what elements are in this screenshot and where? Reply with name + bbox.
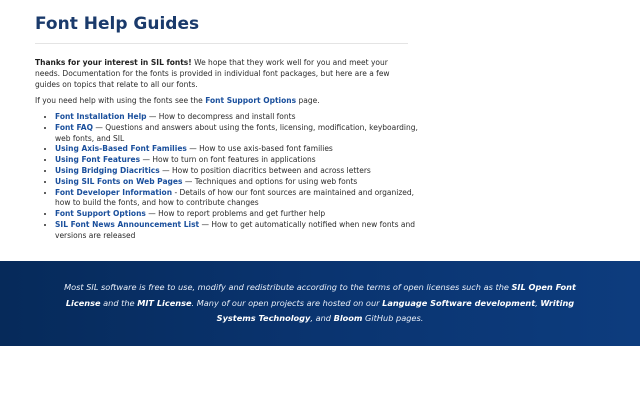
guide-link-font-installation-help[interactable]: Font Installation Help: [55, 112, 147, 121]
guide-description: — How to use axis-based font families: [186, 144, 333, 154]
guide-description: - Details of how our font sources are maintained and organized, how to build the fonts, and how to contribute changes: [55, 187, 415, 208]
help-before: If you need help with using the fonts see the: [35, 96, 206, 105]
intro-strong: Thanks for your interest in SIL fonts!: [35, 58, 192, 67]
guide-description: — How to decompress and install fonts: [146, 112, 296, 121]
help-paragraph: [35, 96, 408, 107]
guide-link-font-features[interactable]: Using Font Features: [55, 155, 141, 165]
footer-text-4: ,: [535, 297, 541, 308]
page-title: Font Help Guides: [35, 14, 200, 34]
font-support-options-link[interactable]: Font Support Options: [205, 96, 297, 105]
guide-description: — How to turn on font features in applications: [140, 155, 316, 165]
footer-text-2: and the: [100, 297, 138, 308]
footer-text-3: . Many of our open projects are hosted on our: [191, 297, 383, 308]
guide-link-bridging-diacritics[interactable]: Using Bridging Diacritics: [55, 165, 160, 175]
footer-text-6: GitHub pages.: [362, 313, 424, 323]
guide-link-axis-based-font-families[interactable]: Using Axis-Based Font Families: [55, 144, 187, 154]
guide-description: — How to position diacritics between and across letters: [159, 165, 371, 175]
help-after: page.: [296, 96, 320, 105]
list-item: [55, 209, 425, 220]
guides-list: [35, 112, 425, 242]
guide-description: — How to report problems and get further help: [145, 209, 326, 219]
mit-license-link[interactable]: MIT License: [137, 297, 192, 308]
guide-link-sil-fonts-web-pages[interactable]: Using SIL Fonts on Web Pages: [55, 176, 183, 186]
list-item: [55, 144, 425, 155]
guide-description: — How to get automatically notified when new fonts and versions are released: [55, 219, 415, 240]
list-item: [55, 188, 425, 210]
site-footer: [0, 261, 640, 346]
guide-link-font-developer-information[interactable]: Font Developer Information: [55, 187, 173, 197]
title-divider: [35, 43, 408, 44]
list-item: [55, 112, 425, 123]
list-item: [55, 166, 425, 177]
writing-systems-link[interactable]: Writing Systems Technology: [216, 297, 575, 323]
footer-text-5: , and: [310, 313, 334, 323]
footer-text: [62, 280, 578, 327]
list-item: [55, 220, 425, 242]
intro-paragraph: [35, 58, 408, 90]
footer-text-1: Most SIL software is free to use, modify and redistribute according to the terms of open licenses such as the: [64, 282, 512, 292]
list-item: [55, 123, 425, 145]
guide-link-font-support-options[interactable]: Font Support Options: [55, 209, 146, 219]
intro-text: We hope that they work well for you and meet your needs. Documentation for the fonts is provided in individual font packages, but here are a few guides on topics that relate to all our fonts.: [35, 58, 390, 89]
list-item: [55, 155, 425, 166]
bloom-link[interactable]: Bloom: [333, 313, 363, 323]
language-software-link[interactable]: Language Software development: [382, 297, 536, 308]
guide-link-font-faq[interactable]: Font FAQ: [55, 122, 93, 132]
ofl-link[interactable]: SIL Open Font License: [65, 282, 576, 308]
guide-link-font-news-announcement-list[interactable]: SIL Font News Announcement List: [55, 219, 200, 229]
guide-description: — Questions and answers about using the fonts, licensing, modification, keyboarding, web fonts, and SIL: [55, 122, 418, 143]
list-item: [55, 177, 425, 188]
guide-description: — Techniques and options for using web fonts: [182, 176, 358, 186]
